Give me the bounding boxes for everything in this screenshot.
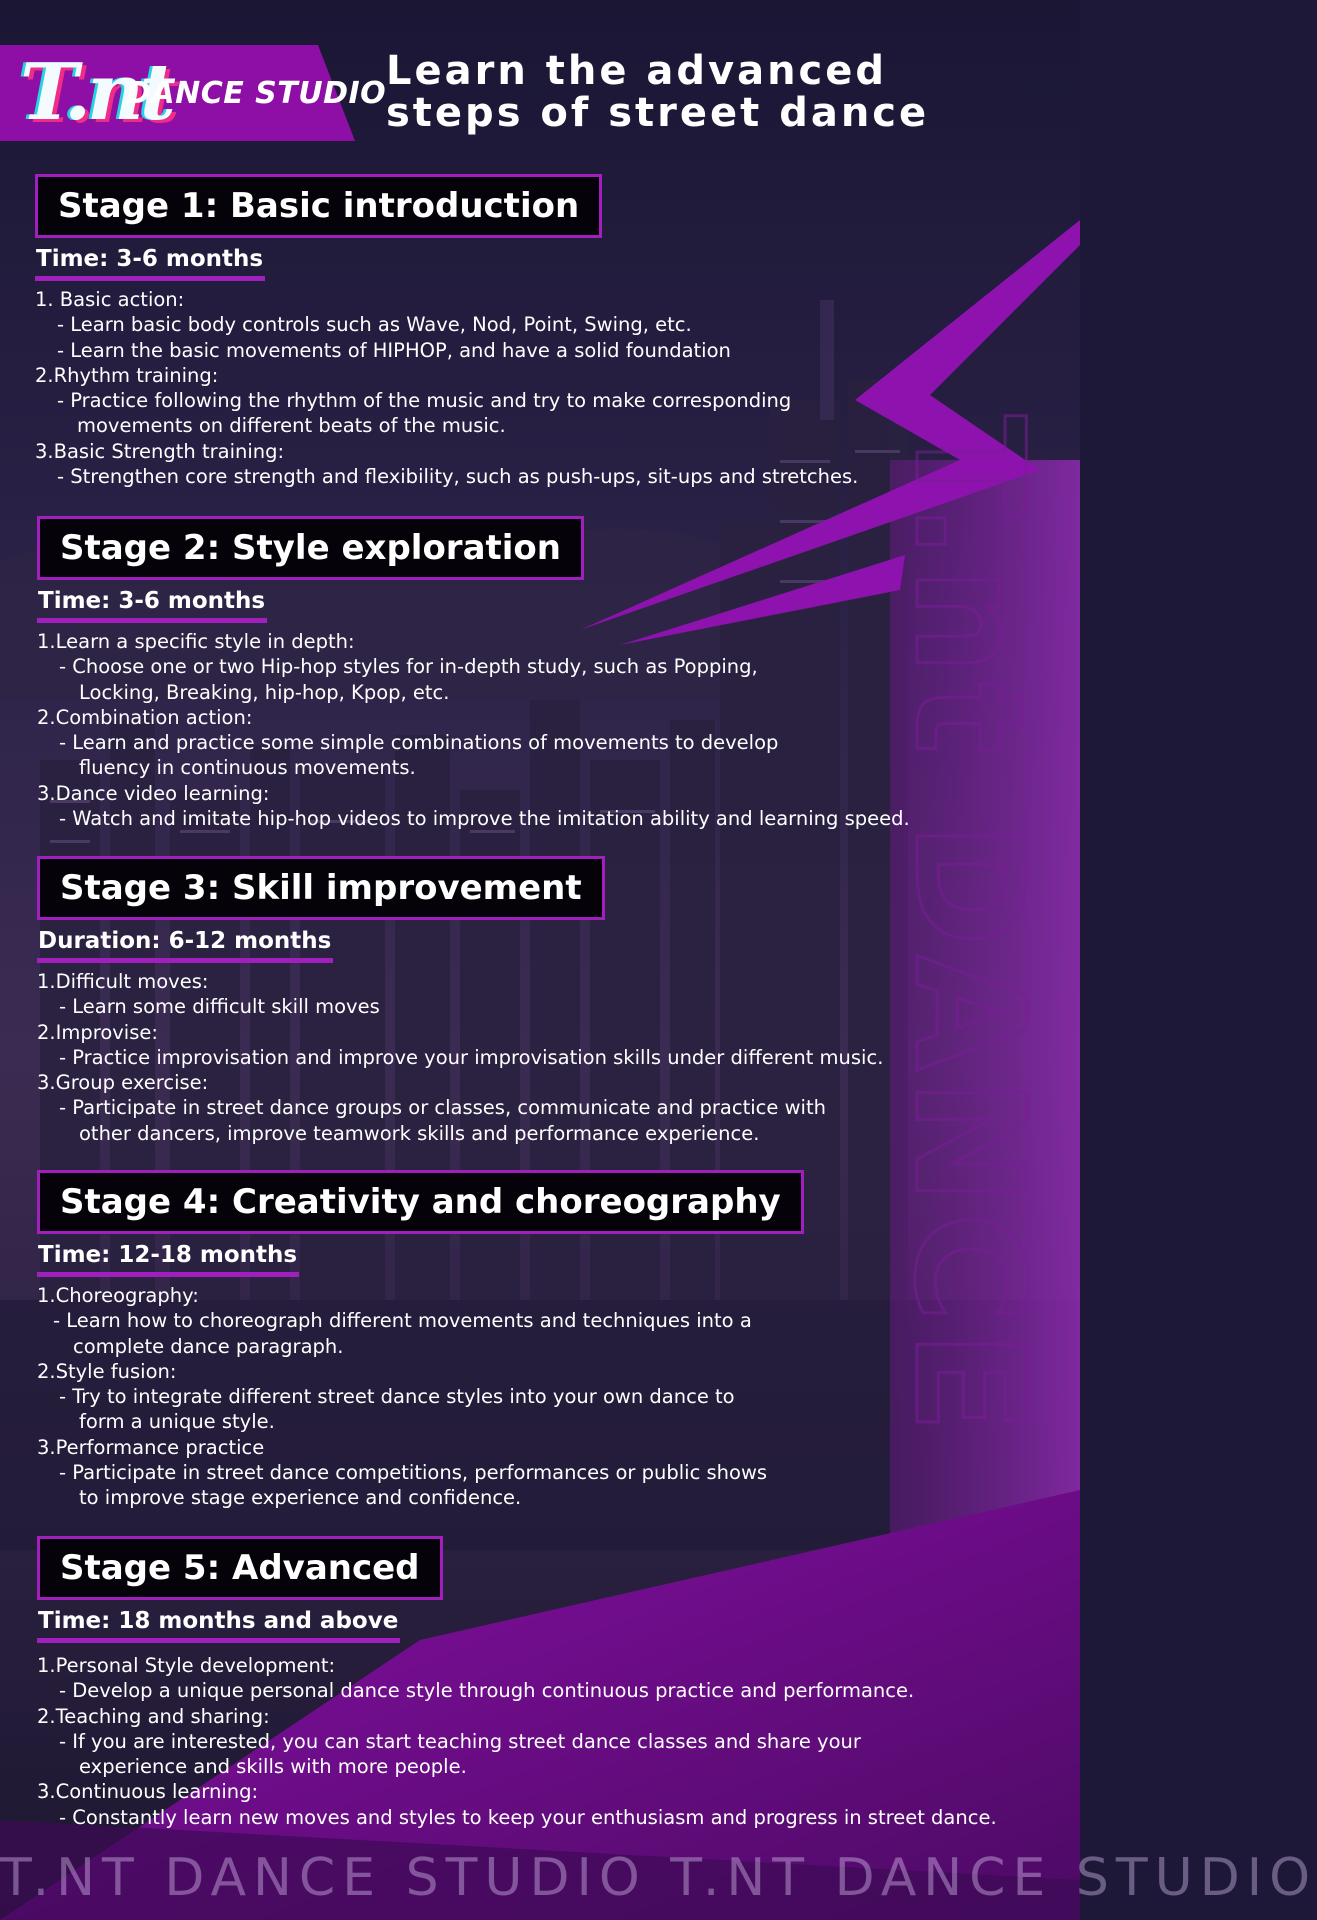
stage-4-title: Stage 4: Creativity and choreography bbox=[37, 1170, 804, 1234]
stage-1-section bbox=[35, 174, 858, 489]
list-item: - Constantly learn new moves and styles to keep your enthusiasm and progress in street dance. bbox=[59, 1805, 997, 1829]
stage-2-title: Stage 2: Style exploration bbox=[37, 516, 584, 580]
list-item: 1.Personal Style development: bbox=[37, 1654, 336, 1677]
list-item: 2.Improvise: bbox=[37, 1020, 158, 1044]
vertical-brand-watermark: T.nt DANCE bbox=[881, 415, 1055, 1441]
list-item: 1.Learn a specific style in depth: bbox=[37, 630, 355, 653]
list-item: 2.Combination action: bbox=[37, 705, 253, 729]
list-item: to improve stage experience and confidence. bbox=[79, 1486, 522, 1510]
list-item: 3.Continuous learning: bbox=[37, 1780, 259, 1804]
stage-5-time: Time: 18 months and above bbox=[37, 1608, 400, 1643]
list-item: - Learn some difficult skill moves bbox=[59, 995, 380, 1019]
stage-3-time: Duration: 6-12 months bbox=[37, 928, 333, 963]
stage-3-body bbox=[37, 969, 883, 1146]
list-item: - Practice improvisation and improve your improvisation skills under different music. bbox=[59, 1045, 884, 1069]
stage-4-section bbox=[37, 1170, 804, 1511]
list-item: - Practice following the rhythm of the music and try to make corresponding bbox=[57, 389, 792, 413]
list-item: other dancers, improve teamwork skills and performance experience. bbox=[79, 1121, 760, 1145]
list-item: 2.Rhythm training: bbox=[35, 363, 219, 387]
stage-3-section bbox=[37, 856, 883, 1146]
logo-mark: T.nt bbox=[20, 47, 172, 138]
list-item: 1.Difficult moves: bbox=[37, 970, 209, 993]
list-item: - Watch and imitate hip-hop videos to improve the imitation ability and learning speed. bbox=[59, 807, 910, 831]
list-item: - Strengthen core strength and flexibility, such as push-ups, sit-ups and stretches. bbox=[57, 465, 859, 489]
stage-2-body bbox=[37, 629, 910, 831]
stage-1-title: Stage 1: Basic introduction bbox=[35, 174, 602, 238]
logo-text: DANCE STUDIO bbox=[126, 76, 387, 111]
stage-1-body bbox=[35, 287, 858, 489]
stage-4-time: Time: 12-18 months bbox=[37, 1242, 299, 1277]
list-item: movements on different beats of the music. bbox=[77, 414, 506, 438]
list-item: - Learn how to choreograph different movements and techniques into a bbox=[53, 1309, 752, 1333]
list-item: 2.Teaching and sharing: bbox=[37, 1704, 270, 1728]
list-item: 3.Performance practice bbox=[37, 1435, 265, 1459]
stage-5-body bbox=[37, 1653, 997, 1830]
stage-2-time: Time: 3-6 months bbox=[37, 588, 267, 623]
list-item: - Participate in street dance groups or classes, communicate and practice with bbox=[59, 1096, 826, 1120]
list-item: complete dance paragraph. bbox=[73, 1334, 344, 1358]
footer-watermark: T.NT DANCE STUDIO T.NT DANCE STUDIO bbox=[0, 1848, 1317, 1908]
list-item: - Learn basic body controls such as Wave, Nod, Point, Swing, etc. bbox=[57, 313, 692, 337]
list-item: - If you are interested, you can start teaching street dance classes and share your bbox=[59, 1729, 861, 1753]
list-item: experience and skills with more people. bbox=[79, 1755, 467, 1779]
list-item: 1.Choreography: bbox=[37, 1284, 199, 1307]
list-item: - Participate in street dance competitions, performances or public shows bbox=[59, 1461, 768, 1485]
stage-5-title: Stage 5: Advanced bbox=[37, 1536, 443, 1600]
list-item: - Develop a unique personal dance style through continuous practice and performance. bbox=[59, 1679, 915, 1703]
list-item: - Choose one or two Hip-hop styles for in-depth study, such as Popping, bbox=[59, 655, 758, 679]
list-item: 1. Basic action: bbox=[35, 288, 185, 311]
list-item: 3.Dance video learning: bbox=[37, 781, 270, 805]
stage-4-body bbox=[37, 1283, 804, 1511]
page-title-line-2: steps of street dance bbox=[386, 90, 930, 136]
page-title-line-1: Learn the advanced bbox=[386, 48, 888, 94]
list-item: form a unique style. bbox=[79, 1410, 275, 1434]
stage-1-time: Time: 3-6 months bbox=[35, 246, 265, 281]
list-item: - Learn and practice some simple combinations of movements to develop bbox=[59, 731, 779, 755]
list-item: Locking, Breaking, hip-hop, Kpop, etc. bbox=[79, 680, 450, 704]
list-item: 3.Basic Strength training: bbox=[35, 439, 285, 463]
page-title bbox=[386, 50, 929, 134]
list-item: - Try to integrate different street dance styles into your own dance to bbox=[59, 1385, 735, 1409]
list-item: 2.Style fusion: bbox=[37, 1359, 177, 1383]
stage-3-title: Stage 3: Skill improvement bbox=[37, 856, 605, 920]
stage-5-section bbox=[37, 1536, 997, 1830]
stage-2-section bbox=[37, 516, 910, 831]
list-item: - Learn the basic movements of HIPHOP, and have a solid foundation bbox=[57, 338, 731, 362]
list-item: 3.Group exercise: bbox=[37, 1071, 209, 1095]
list-item: fluency in continuous movements. bbox=[79, 756, 416, 780]
